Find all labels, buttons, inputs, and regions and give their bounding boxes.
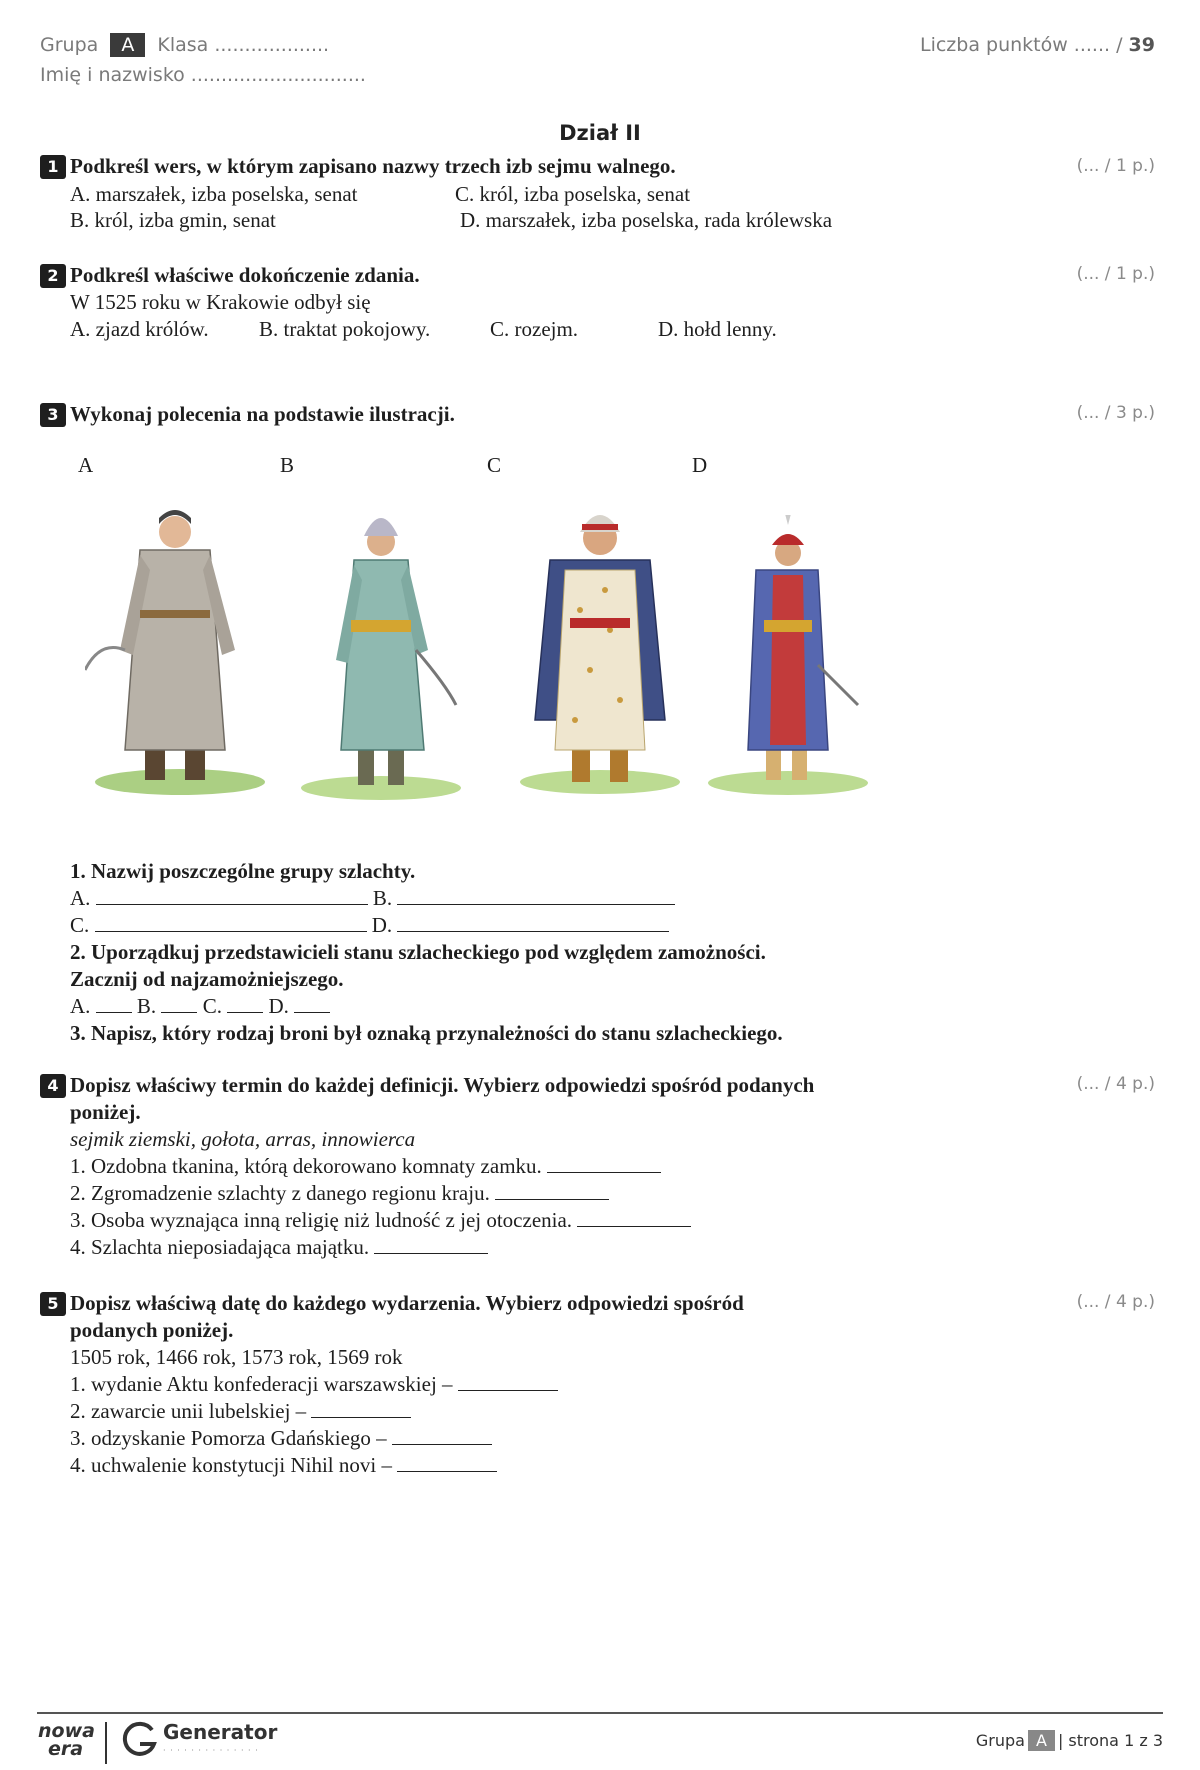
generator-logo-icon xyxy=(120,1720,158,1760)
class-field: Klasa ................... xyxy=(157,34,330,56)
generator-logo-tagline: · · · · · · · · · · · · · · xyxy=(163,1746,259,1755)
footer-divider xyxy=(37,1712,1163,1714)
task5-blank-3[interactable] xyxy=(392,1426,492,1445)
task3-fill-row1 xyxy=(70,885,675,912)
figure-label-d: D xyxy=(692,453,708,477)
task2-question: Podkreśl właściwe dokończenie zdania. xyxy=(70,263,420,287)
task4-item-1: 1. Ozdobna tkanina, którą dekorowano komnaty zamku. xyxy=(70,1153,661,1180)
task5-question-line2: podanych poniżej. xyxy=(70,1318,234,1342)
footer-group-label: Grupa xyxy=(975,1731,1025,1750)
task1-question: Podkreśl wers, w którym zapisano nazwy trzech izb sejmu walnego. xyxy=(70,154,676,178)
figure-label-c: C xyxy=(487,453,502,477)
group-badge: A xyxy=(110,33,145,57)
logo-separator xyxy=(105,1722,107,1764)
order-label-c: C. xyxy=(202,994,222,1018)
task1-option-b[interactable]: B. król, izba gmin, senat xyxy=(70,208,276,232)
fill-label-a: A. xyxy=(70,886,91,910)
task3-sub2-line1: 2. Uporządkuj przedstawicieli stanu szlacheckiego pod względem zamożności. xyxy=(70,940,766,964)
task4-blank-1[interactable] xyxy=(547,1154,661,1173)
task1-option-a[interactable]: A. marszałek, izba poselska, senat xyxy=(70,182,358,206)
footer-page-info xyxy=(976,1730,1163,1751)
task3-question: Wykonaj polecenia na podstawie ilustracji. xyxy=(70,402,455,426)
task-number-3: 3 xyxy=(40,403,66,427)
task3-fill-row2 xyxy=(70,912,669,939)
order-blank-b[interactable] xyxy=(161,994,197,1013)
group-label: Grupa xyxy=(40,34,99,56)
task3-order-row xyxy=(70,993,330,1020)
task4-blank-3[interactable] xyxy=(577,1208,691,1227)
magnate-figure-c xyxy=(520,500,680,800)
figure-label-b: B xyxy=(280,453,295,477)
figure-label-a: A xyxy=(78,453,94,477)
task2-points: (... / 1 p.) xyxy=(1076,264,1155,284)
task5-blank-1[interactable] xyxy=(458,1372,558,1391)
task4-item-2: 2. Zgromadzenie szlachty z danego regionu kraju. xyxy=(70,1180,609,1207)
task4-points: (... / 4 p.) xyxy=(1076,1074,1155,1094)
task3-sub3: 3. Napisz, który rodzaj broni był oznaką przynależności do stanu szlacheckiego. xyxy=(70,1021,783,1045)
task5-dates: 1505 rok, 1466 rok, 1573 rok, 1569 rok xyxy=(70,1345,403,1369)
task4-question-line2: poniżej. xyxy=(70,1100,141,1124)
task-number-5: 5 xyxy=(40,1292,66,1316)
task2-option-d[interactable]: D. hołd lenny. xyxy=(658,317,777,341)
task-number-4: 4 xyxy=(40,1074,66,1098)
order-blank-d[interactable] xyxy=(294,994,330,1013)
fill-blank-b[interactable] xyxy=(397,886,675,905)
task5-blank-4[interactable] xyxy=(397,1453,497,1472)
order-label-a: A. xyxy=(70,994,91,1018)
task1-option-d[interactable]: D. marszałek, izba poselska, rada królewska xyxy=(460,208,833,232)
fill-blank-a[interactable] xyxy=(96,886,368,905)
nowa-era-logo: nowa era xyxy=(38,1720,95,1760)
score-total: 39 xyxy=(1128,34,1155,56)
score-field xyxy=(920,34,1155,56)
footer-group-badge: A xyxy=(1028,1730,1055,1751)
order-label-d: D. xyxy=(268,994,289,1018)
order-label-b: B. xyxy=(136,994,157,1018)
task4-question-line1: Dopisz właściwy termin do każdej definicji. Wybierz odpowiedzi spośród podanych xyxy=(70,1073,815,1097)
fill-label-b: B. xyxy=(372,886,393,910)
section-title: Dział II xyxy=(559,121,641,145)
task5-item-2: 2. zawarcie unii lubelskiej – xyxy=(70,1398,411,1425)
task5-question-line1: Dopisz właściwą datę do każdego wydarzenia. Wybierz odpowiedzi spośród xyxy=(70,1291,744,1315)
task-number-2: 2 xyxy=(40,264,66,288)
footer-page-number: | strona 1 z 3 xyxy=(1057,1731,1163,1750)
task4-blank-4[interactable] xyxy=(374,1235,488,1254)
order-blank-c[interactable] xyxy=(227,994,263,1013)
task5-item-1: 1. wydanie Aktu konfederacji warszawskiej – xyxy=(70,1371,558,1398)
task3-points: (... / 3 p.) xyxy=(1076,403,1155,423)
task4-terms: sejmik ziemski, gołota, arras, innowierca xyxy=(70,1127,416,1151)
nobleman-figure-b xyxy=(296,500,476,805)
order-blank-a[interactable] xyxy=(96,994,132,1013)
nobleman-figure-d xyxy=(708,515,868,800)
task1-option-c[interactable]: C. król, izba poselska, senat xyxy=(455,182,691,206)
score-label: Liczba punktów ...... / xyxy=(919,34,1123,56)
task4-item-3: 3. Osoba wyznająca inną religię niż ludność z jej otoczenia. xyxy=(70,1207,691,1234)
fill-label-d: D. xyxy=(371,913,393,937)
header-group-line xyxy=(40,33,329,57)
nobleman-figure-a xyxy=(85,500,265,800)
task5-item-4: 4. uchwalenie konstytucji Nihil novi – xyxy=(70,1452,497,1479)
task5-blank-2[interactable] xyxy=(311,1399,411,1418)
task5-points: (... / 4 p.) xyxy=(1076,1292,1155,1312)
task3-sub1: 1. Nazwij poszczególne grupy szlachty. xyxy=(70,859,416,883)
fill-blank-d[interactable] xyxy=(397,913,669,932)
task4-item-4: 4. Szlachta nieposiadająca majątku. xyxy=(70,1234,488,1261)
task2-option-b[interactable]: B. traktat pokojowy. xyxy=(259,317,431,341)
fill-label-c: C. xyxy=(70,913,90,937)
generator-logo-text: Generator xyxy=(163,1720,278,1744)
task2-option-a[interactable]: A. zjazd królów. xyxy=(70,317,209,341)
task1-points: (... / 1 p.) xyxy=(1076,156,1155,176)
name-field: Imię i nazwisko ............................. xyxy=(40,64,366,86)
task2-option-c[interactable]: C. rozejm. xyxy=(490,317,579,341)
task5-item-3: 3. odzyskanie Pomorza Gdańskiego – xyxy=(70,1425,492,1452)
task-number-1: 1 xyxy=(40,155,66,179)
task3-sub2-line2: Zacznij od najzamożniejszego. xyxy=(70,967,344,991)
fill-blank-c[interactable] xyxy=(95,913,367,932)
task2-prompt: W 1525 roku w Krakowie odbył się xyxy=(70,290,371,314)
task4-blank-2[interactable] xyxy=(495,1181,609,1200)
